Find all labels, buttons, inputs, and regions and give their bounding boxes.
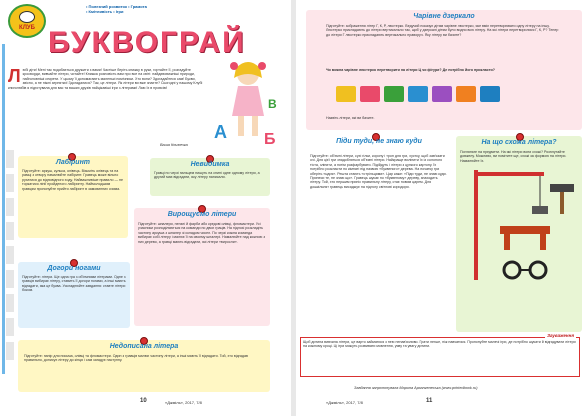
side-decoration xyxy=(6,150,14,390)
game-box-text: Погляньте на предмети. На які літери вони схожі? Розплутайте довжелу. Можливо, ви помітите ще, схожі за формою на літери. Намалюйте їх. xyxy=(460,150,567,163)
author-signature: Ваша Книжечка xyxy=(160,143,188,147)
game-box-title: Недописана літера xyxy=(109,343,179,350)
game-box-answer: Назвіть літери, які ви бачите. xyxy=(326,116,375,120)
game-box-text: Підготуйте: папір для письма, олівці та фломастери. Один з гравців малює частину літери, а інші мають її відгадати. Той, хто відгадав правильно, дописує літеру до кінця і сам загадує наступну. xyxy=(24,354,248,363)
drop-cap: Л xyxy=(8,66,21,86)
game-box-what-looks-like xyxy=(456,136,582,332)
parent-note-text: Щоб дитина вивчила літери, це варто займатися з нею ненав'язливо. Грати легше, ніж навчатися. Пропонуйте малечі ігри, де потрібно шукати й відгадувати літери на кожному кроці. Ці ігри можуть розвивати мовлення, уяву та увагу дитини. xyxy=(303,340,576,349)
left-page xyxy=(0,0,291,416)
page-title: БУКВОГРАЙ xyxy=(48,26,246,59)
club-badge xyxy=(8,4,46,38)
game-box-text: Підготуйте: аркуш, кулька, олівець. Візьміть олівець та на рамці з отвору намалюйте лабіринт. Гравець може вільно рухатися до відповідного ходу. Найважливіше правило — не торкатися лінії пройденого лабіринту. Наймолодшим гравцям пропонуйте прийти лабіринт в замовинних очима. xyxy=(22,169,124,191)
game-box-text: Гравці по черзі пальцем пишуть на спині одне одному літери, а другий має відгадати, яку літеру написали. xyxy=(154,171,260,180)
game-box-title: На що схожа літера? xyxy=(481,139,557,146)
game-box-invisible xyxy=(150,158,270,196)
game-box-title: Вирощуємо літери xyxy=(167,211,237,218)
game-box-text: Підготуйте: літери. Ще одна гра з об'ємними літерами. Одне з гравців вибирає літеру, ставить її догори ногами, а інші мають відгадати, яка це буква. Ускладнюйте завдання: ставте літери боком. xyxy=(22,275,126,293)
parent-note-box xyxy=(300,333,580,377)
game-box-extra: Чи можна чарівне люстерко перетворити на літери Ц чи фігури? Де потрібно його прикласти? xyxy=(326,68,495,72)
objects-illustration xyxy=(460,166,578,286)
game-box-title: Невидимка xyxy=(190,161,230,168)
game-box-text: Підготуйте: шпалери, пензлі й фарби або кредові олівці, фломастери. Усі учасники розподіляються на команди по двоє граців. На підлозі розкладіть частину аркуша з шпалер зі складом чисел. По черзі кожна команда вибирає собі літеру і малює її на своєму шпалері. Намалюйте над кожною з них дерево, а гравці мають відгадати, які літери «виросли». xyxy=(138,222,265,244)
right-page xyxy=(296,0,587,416)
game-box-text: Підготуйте: об'ємні літери, сухі гілки, корону і трон для гри, хустку, щоб зав'язати очі. Для цієї гри знадобляться об'ємні літери. Найкраще виліпити їх із солоного тіста, зліпити, а потім розфарбувати. Підійдуть і літери з цупкого картону. Їх потрібно розкласти по кімнаті під назвою «буквеного» дерева. На початку гри оберіть «царя». Решта стають «стрільцями». Цар каже: «Піди туди, не знаю куди. Принеси те, не знаю що». Гравець шукає по «буквеному» дереву, знаходить літеру. Той, хто першим приніс правильну літеру, стає новим царем. Для дошкільнят гравець висаджує на підлогу світлові коридори. xyxy=(310,154,447,189)
game-box-title: Чарівне дзеркало xyxy=(413,13,475,20)
credit-line: Завдання запропонувала Марина Архангелеська (www.printedbook.ru) xyxy=(354,386,478,390)
svg-text:А: А xyxy=(214,122,227,142)
girl-with-letters-illustration xyxy=(208,58,286,150)
parent-note-title: Зауваження xyxy=(547,333,574,338)
mirrored-letters-strip xyxy=(336,80,516,108)
game-box-upside-down xyxy=(18,262,130,328)
svg-text:В: В xyxy=(268,97,277,111)
game-box-unfinished-letter xyxy=(18,340,270,392)
page-footer: «Джміль», 2017, 7/8 xyxy=(165,400,202,405)
game-box-title: Лабіринт xyxy=(55,159,91,166)
game-box-title: Догори ногами xyxy=(47,265,101,272)
club-badge-label: КЛУБ xyxy=(19,25,35,31)
intro-text: юбі діти! Мені так подобається дружити з вами! Частіше беріть книжку в руки, гортайте її, розгадуйте кросворди, вивчайте літери, читайте! Книжка розповість вам про все на світі: найдивовижніші природи, найголовніші секрети. У цьому її допомагають маленькі помічники. Хто вони? Здогадайтеся сам! Букви, звісно, а не ніжні зернятки! Здогадалися? Так, це літери. Як літери ви вже знаєте? Сьогодні у нашому Клубі книголюбів я підготувала для вас та ваших друзів найцікавіші ігри з літерами! Лаю їх в провсію! xyxy=(8,68,203,90)
rubric xyxy=(86,4,147,14)
page-edge-strip xyxy=(2,44,5,374)
intro-paragraph xyxy=(8,68,204,90)
rubric-line: • Полезний розвиток • Грамота xyxy=(86,4,147,9)
game-box-grow-letters xyxy=(134,208,270,326)
page-number: 11 xyxy=(426,398,433,404)
owl-icon xyxy=(19,11,35,23)
page-footer: «Джміль», 2017, 7/8 xyxy=(326,400,363,405)
game-box-magic-mirror xyxy=(306,10,582,130)
page-number: 10 xyxy=(140,398,147,404)
game-box-labyrinth xyxy=(18,156,128,238)
game-box-go-there xyxy=(306,136,452,332)
rubric-line: • Кмітливість • Ігри xyxy=(86,9,124,14)
svg-text:Б: Б xyxy=(264,131,276,148)
game-box-text: Підготуйте: зображення літер Г, К, Р, люстерко. Ведучий показує дітям чарівне люстерко, яке вміє перетворювати одну літеру на іншу. Люстерко прикладають до літери вертикально так, щоб у дзеркалі дітям було видно всю літеру. На які літери перетворилися Г, К, Р? Тепер до літери Г люстерко прикладають вертикально праворуч. Яку літеру ви бачите? xyxy=(326,24,559,37)
game-box-title: Піди туди, не знаю куди xyxy=(336,138,422,145)
